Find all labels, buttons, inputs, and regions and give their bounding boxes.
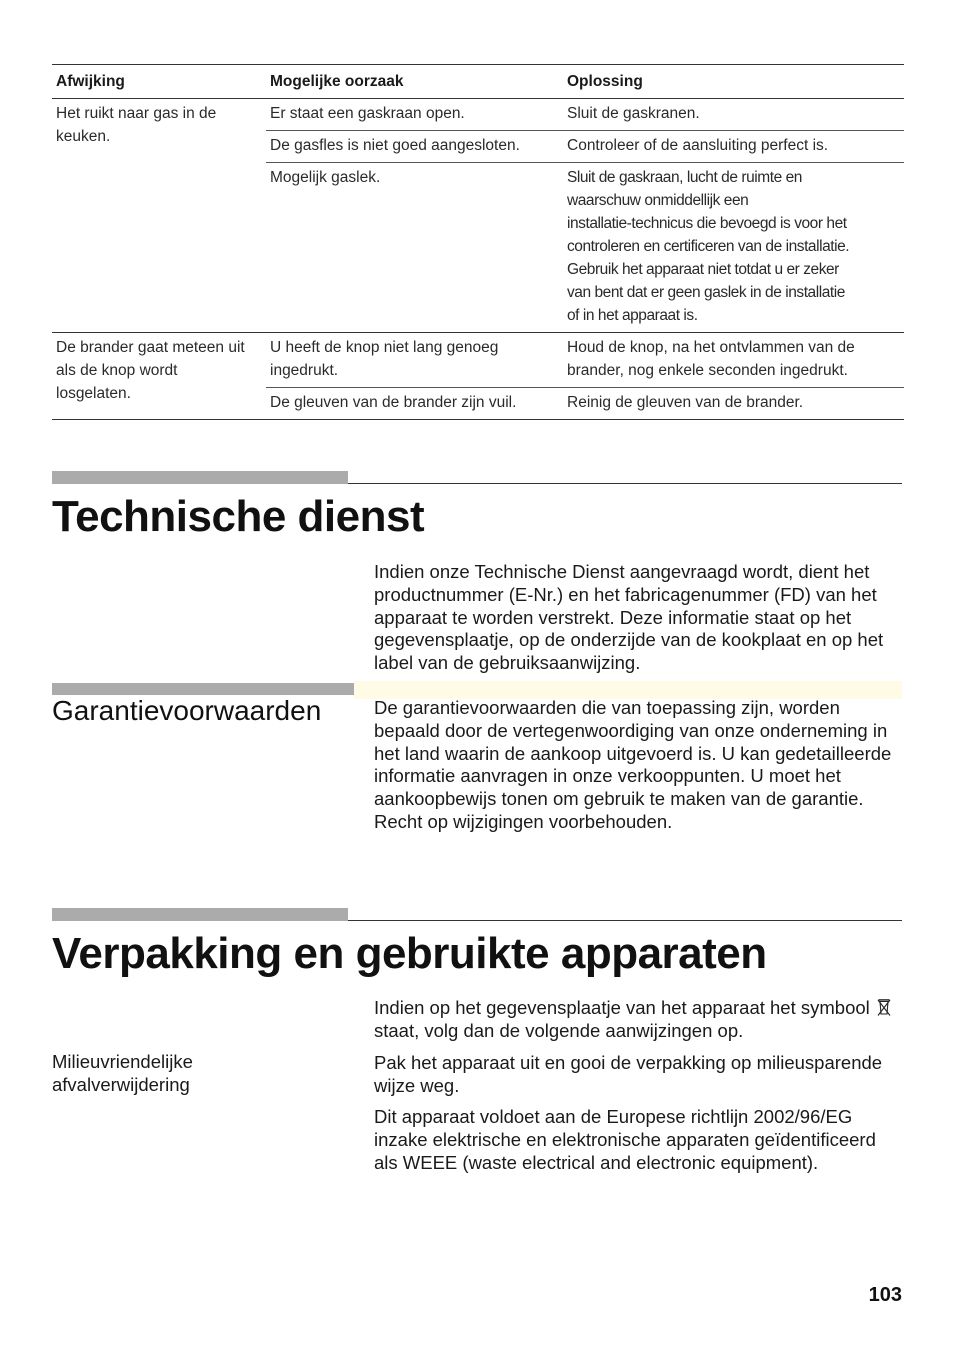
- section-title-technische-dienst: Technische dienst: [52, 492, 425, 541]
- header-afwijking: Afwijking: [52, 65, 266, 99]
- cause-cell: De gasfles is niet goed aangesloten.: [266, 131, 563, 163]
- crossed-bin-icon: [877, 998, 891, 1017]
- verpakking-intro: Indien op het gegevensplaatje van het apparaat het symbool staat, volg dan de volgende aanwijzingen op.: [374, 997, 904, 1043]
- section-rule: [52, 908, 902, 921]
- cause-cell: De gleuven van de brander zijn vuil.: [266, 388, 563, 420]
- symptom-cell: De brander gaat meteen uit als de knop wordt losgelaten.: [52, 333, 266, 420]
- page-number: 103: [868, 1284, 902, 1306]
- cause-cell: Mogelijk gaslek.: [266, 163, 563, 333]
- table-row: [52, 99, 904, 131]
- section-rule: [52, 471, 902, 484]
- solution-cell: Controleer of de aansluiting perfect is.: [563, 131, 904, 163]
- symptom-cell: Het ruikt naar gas in de keuken.: [52, 99, 266, 333]
- solution-cell: Houd de knop, na het ontvlammen van de brander, nog enkele seconden ingedrukt.: [563, 333, 904, 388]
- garantie-text: De garantievoorwaarden die van toepassing zijn, worden bepaald door de vertegenwoordiging van onze onderneming in het land waarin de aankoop uitgevoerd is. U kan gedetailleerde informatie aanvragen in onze verkooppunten. U moet het aankoopbewijs tonen om gebruik te maken van de garantie. Recht op wijzigingen voorbehouden.: [374, 697, 892, 832]
- milieu-label: Milieuvriendelijke afvalverwijdering: [52, 1051, 193, 1095]
- table-row: [52, 333, 904, 388]
- table-header-row: [52, 65, 904, 99]
- solution-cell: Sluit de gaskraan, lucht de ruimte en waarschuw onmiddellijk een installatie-technicus die bevoegd is voor het controleren en certificeren van de installatie. Gebruik het apparaat niet totdat u er zeker van bent dat er geen gaslek in de installatie of in het apparaat is.: [563, 163, 904, 333]
- section-title-verpakking: Verpakking en gebruikte apparaten: [52, 929, 767, 978]
- troubleshooting-table: [52, 64, 904, 420]
- cause-cell: Er staat een gaskraan open.: [266, 99, 563, 131]
- cause-cell: U heeft de knop niet lang genoeg ingedrukt.: [266, 333, 563, 388]
- technische-dienst-text: Indien onze Technische Dienst aangevraagd wordt, dient het productnummer (E-Nr.) en het fabricagenummer (FD) van het apparaat te worden verstrekt. Deze informatie staat op het gegevensplaatje, op de onderzijde van de kookplaat en op het label van de gebruiksaanwijzing.: [374, 561, 884, 674]
- verpakking-para2: Dit apparaat voldoet aan de Europese richtlijn 2002/96/EG inzake elektrische en elektronische apparaten geïdentificeerd als WEEE (waste electrical and electronic equipment).: [374, 1106, 876, 1173]
- subsection-title-garantie: Garantievoorwaarden: [52, 695, 322, 726]
- solution-cell: Reinig de gleuven van de brander.: [563, 388, 904, 420]
- header-oorzaak: Mogelijke oorzaak: [266, 65, 563, 99]
- header-oplossing: Oplossing: [563, 65, 904, 99]
- verpakking-para1: Pak het apparaat uit en gooi de verpakking op milieusparende wijze weg.: [374, 1052, 883, 1096]
- solution-cell: Sluit de gaskranen.: [563, 99, 904, 131]
